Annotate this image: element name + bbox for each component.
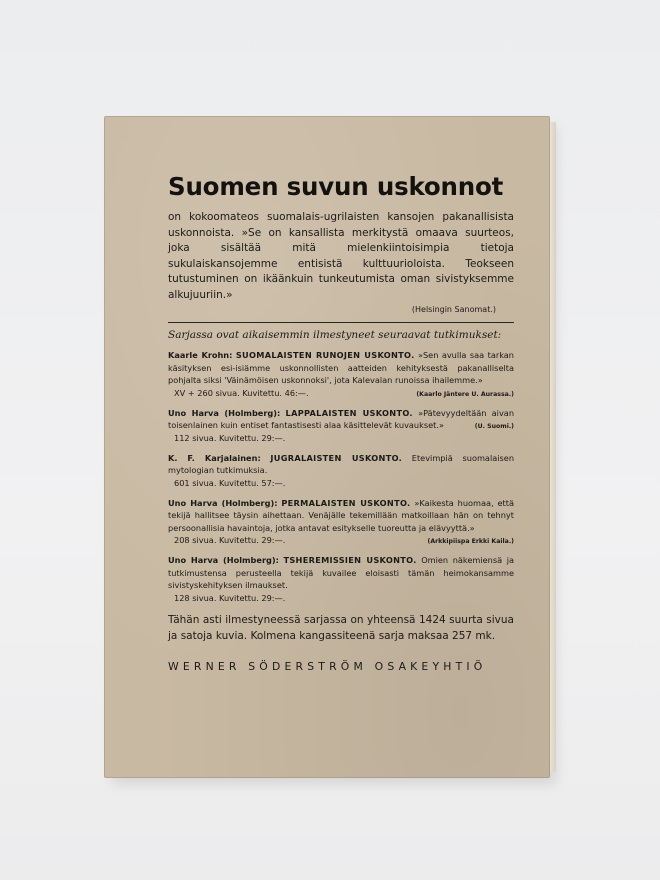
- entry-body: [168, 452, 514, 477]
- entry-description: Omien näkemiensä ja tutkimustensa perusteella tekijä kuvailee eloisasti tämän heimokansamme sivistyskehityksen ilmaukset.: [168, 555, 514, 590]
- publisher-name: WERNER SÖDERSTRÖM OSAKEYHTIÖ: [168, 659, 487, 673]
- entry-author: Uno Harva (Holmberg):: [168, 407, 281, 418]
- entry-body: [168, 554, 514, 592]
- entry-description: »Sen avulla saa tarkan käsityksen esi-isiämme uskonnollisten aatteiden kehityksestä pakanalliselta pohjalta siksi 'Väinämöisen uskonnoksi', jota Kalevalan runoissa ihailemme.»: [168, 350, 514, 385]
- entry-source: (Arkkipiispa Erkki Kaila.): [427, 538, 514, 545]
- entry-author: Kaarle Krohn:: [168, 350, 233, 360]
- entry-title: TSHEREMISSIEN USKONTO.: [283, 555, 417, 565]
- entry-author: Uno Harva (Holmberg):: [168, 497, 278, 508]
- entry-description: Etevimpiä suomalaisen mytologian tutkimuksia.: [168, 452, 515, 475]
- entry-description: »Kaikesta huomaa, että tekijä hallitsee täysin aihettaan. Venäjälle tekemillään matkoillaan hän on tehnyt persoonallisia havaintoja, jotka antavat esitykselle tuoreutta ja elävyyttä.»: [168, 497, 514, 533]
- entry-title: JUGRALAISTEN USKONTO.: [270, 452, 403, 463]
- entry-meta: 112 sivua. Kuvitettu. 29:—.: [174, 432, 286, 443]
- entry-title: PERMALAISTEN USKONTO.: [281, 497, 411, 508]
- intro-paragraph: on kokoomateos suomalais-ugrilaisten kansojen pakanallisista uskonnoista. »Se on kansallista merkitystä omaava suurteos, joka sisältää mitä mielenkiintoisimpia tietoja sukulaiskansojemme entisistä kulttuurioloista. Teokseen tutustuminen on ikäänkuin tunkeutumista oman sivistyksemme alkujuuriin.»: [168, 211, 514, 301]
- entry-description: »Pätevyydeltään aivan toisenlainen kuin entiset fantastisesti alaa käsittelevät kuvaukset.»: [168, 407, 515, 430]
- book-back-cover: [104, 116, 550, 778]
- book-title: Suomen suvun uskonnot: [168, 172, 504, 201]
- entry-source: (U. Suomi.): [474, 423, 514, 430]
- series-heading: Sarjassa ovat aikaisemmin ilmestyneet seuraavat tutkimukset:: [168, 329, 502, 341]
- series-entry: [168, 554, 514, 604]
- series-entry: [168, 407, 514, 444]
- entry-title: SUOMALAISTEN RUNOJEN USKONTO.: [235, 350, 415, 360]
- entry-source: (Kaarlo Jäntere U. Aurassa.): [416, 390, 514, 398]
- series-entry: [168, 497, 514, 547]
- divider-line: [168, 322, 514, 323]
- entry-author: Uno Harva (Holmberg):: [168, 555, 279, 565]
- page-edges: [550, 122, 556, 772]
- entry-meta: 208 sivua. Kuvitettu. 29:—.: [174, 535, 286, 545]
- entry-meta: 601 sivua. Kuvitettu. 57:—.: [174, 477, 286, 488]
- entry-title: LAPPALAISTEN USKONTO.: [285, 407, 413, 418]
- series-entry: [168, 452, 514, 489]
- series-entry: [168, 349, 514, 399]
- entry-body: [168, 407, 514, 432]
- entry-meta: 128 sivua. Kuvitettu. 29:—.: [174, 592, 286, 603]
- intro-source: (Helsingin Sanomat.): [411, 305, 496, 314]
- closing-paragraph: Tähän asti ilmestyneessä sarjassa on yhteensä 1424 suurta sivua ja satoja kuvia. Kolmena kangassiteenä sarja maksaa 257 mk.: [168, 613, 514, 642]
- cover-text-block: [168, 172, 514, 673]
- entry-meta: XV + 260 sivua. Kuvitettu. 46:—.: [174, 387, 309, 398]
- entry-author: K. F. Karjalainen:: [168, 452, 261, 463]
